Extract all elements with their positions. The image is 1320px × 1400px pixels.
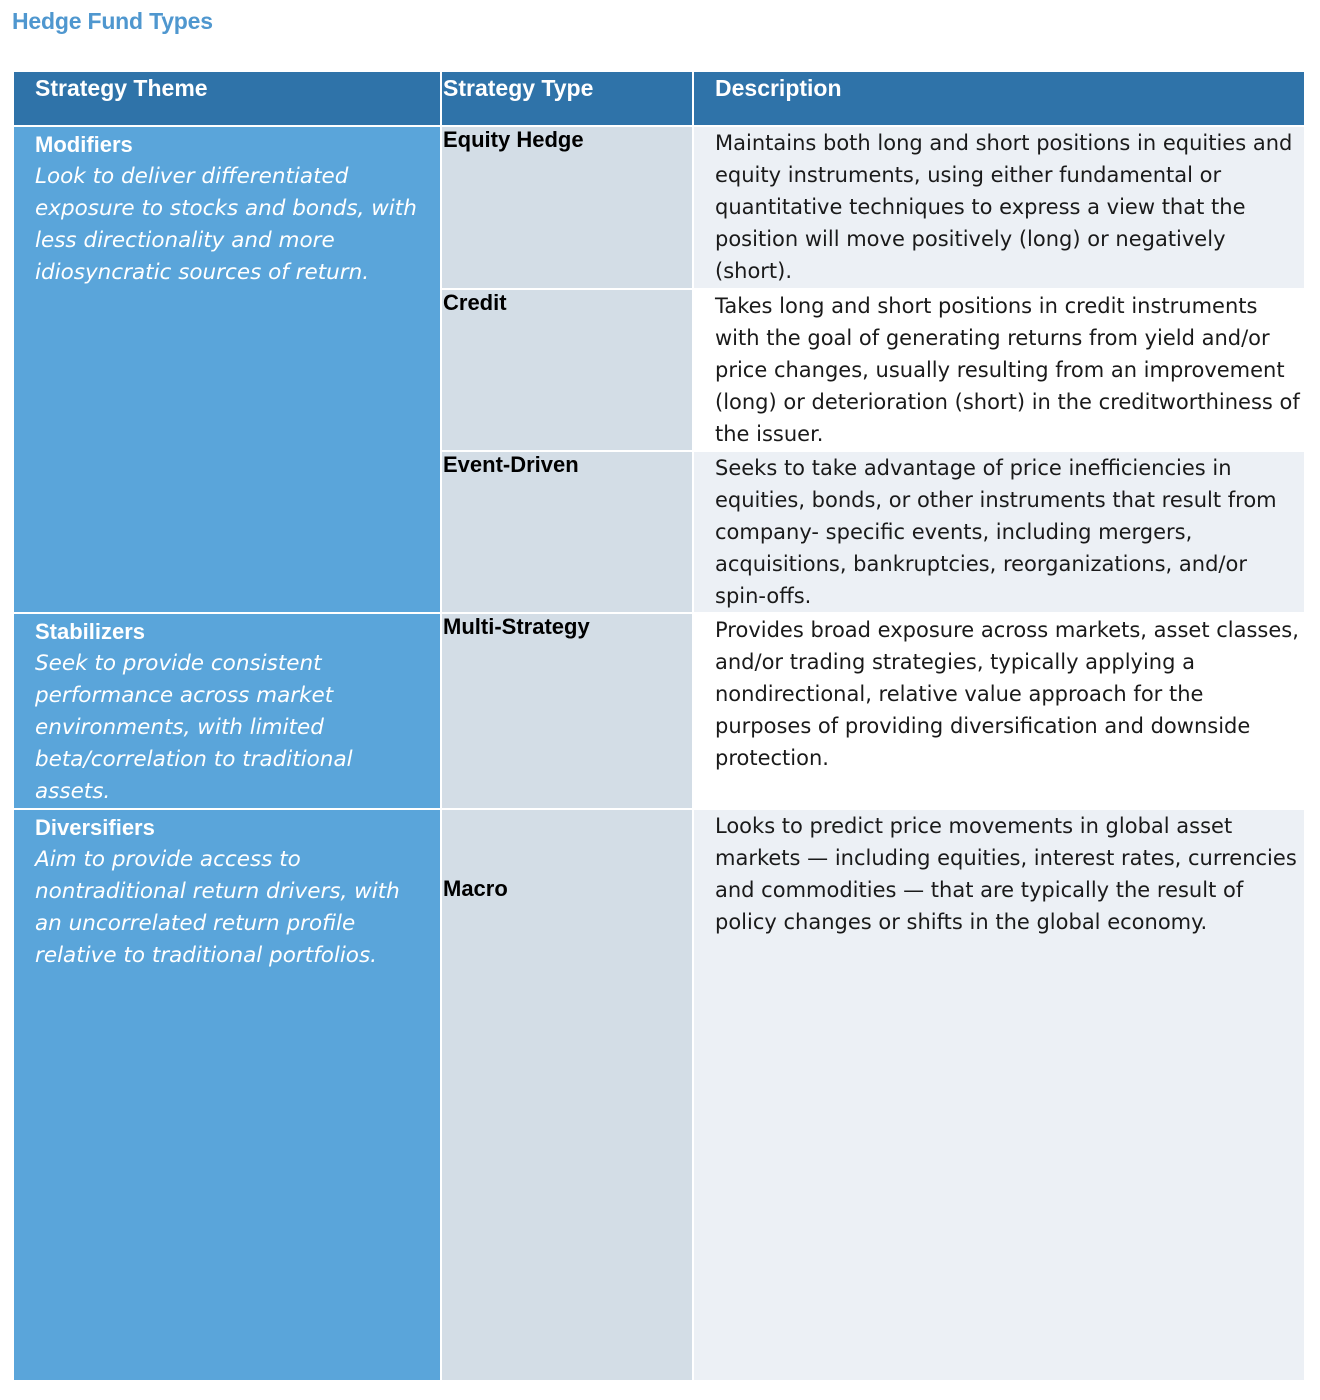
strategy-description: Maintains both long and short positions in equities and equity instruments, using either fundamental or quantitative techniques to express a view that the position will move positively (long) or negatively (short).	[715, 131, 1293, 283]
page-title: Hedge Fund Types	[12, 8, 213, 34]
theme-description: Aim to provide access to nontraditional return drivers, with an uncorrelated return profile relative to traditional portfolios.	[35, 847, 400, 968]
strategy-type-label: Multi-Strategy	[443, 614, 590, 639]
strategy-description-cell	[693, 126, 1304, 289]
table-row	[14, 613, 1304, 809]
strategy-description-cell	[693, 809, 1304, 1381]
strategy-type-label: Credit	[443, 290, 507, 315]
header-strategy-theme: Strategy Theme	[14, 72, 441, 126]
strategy-description-cell	[693, 451, 1304, 613]
strategy-type-cell	[441, 451, 693, 613]
strategy-type-cell	[441, 126, 693, 289]
theme-cell-diversifiers	[14, 809, 441, 1381]
strategy-description: Provides broad exposure across markets, asset classes, and/or trading strategies, typically applying a nondirectional, relative value approach for the purposes of providing diversification and downside protection.	[715, 618, 1299, 770]
strategy-type-cell	[441, 809, 693, 1381]
table-row	[14, 126, 1304, 289]
strategy-description-cell	[693, 613, 1304, 809]
table-header-row	[14, 72, 1304, 126]
theme-cell-stabilizers	[14, 613, 441, 809]
strategy-description: Takes long and short positions in credit instruments with the goal of generating returns from yield and/or price changes, usually resulting from an improvement (long) or deterioration (short) in the creditworthiness of the issuer.	[715, 294, 1300, 446]
theme-name: Stabilizers	[35, 619, 146, 644]
strategy-description-cell	[693, 289, 1304, 451]
header-description: Description	[693, 72, 1304, 126]
strategy-type-label: Event-Driven	[443, 452, 579, 477]
theme-name: Modifiers	[35, 132, 133, 157]
theme-cell-modifiers	[14, 126, 441, 613]
header-strategy-type: Strategy Type	[441, 72, 693, 126]
hedge-fund-types-table	[14, 72, 1304, 1382]
strategy-type-cell	[441, 613, 693, 809]
theme-description: Look to deliver differentiated exposure to stocks and bonds, with less directionality and more idiosyncratic sources of return.	[35, 164, 417, 285]
theme-name: Diversifiers	[35, 815, 155, 840]
strategy-type-label: Equity Hedge	[443, 127, 584, 152]
theme-description: Seek to provide consistent performance across market environments, with limited beta/correlation to traditional assets.	[35, 651, 353, 804]
table-row	[14, 809, 1304, 1381]
strategy-type-label: Macro	[443, 876, 508, 901]
strategy-description: Seeks to take advantage of price inefficiencies in equities, bonds, or other instruments that result from company- specific events, including mergers, acquisitions, bankruptcies, reorganizations, and/or spin-offs.	[715, 456, 1277, 608]
strategy-type-cell	[441, 289, 693, 451]
strategy-description: Looks to predict price movements in global asset markets — including equities, interest rates, currencies and commodities — that are typically the result of policy changes or shifts in the global economy.	[715, 814, 1297, 934]
